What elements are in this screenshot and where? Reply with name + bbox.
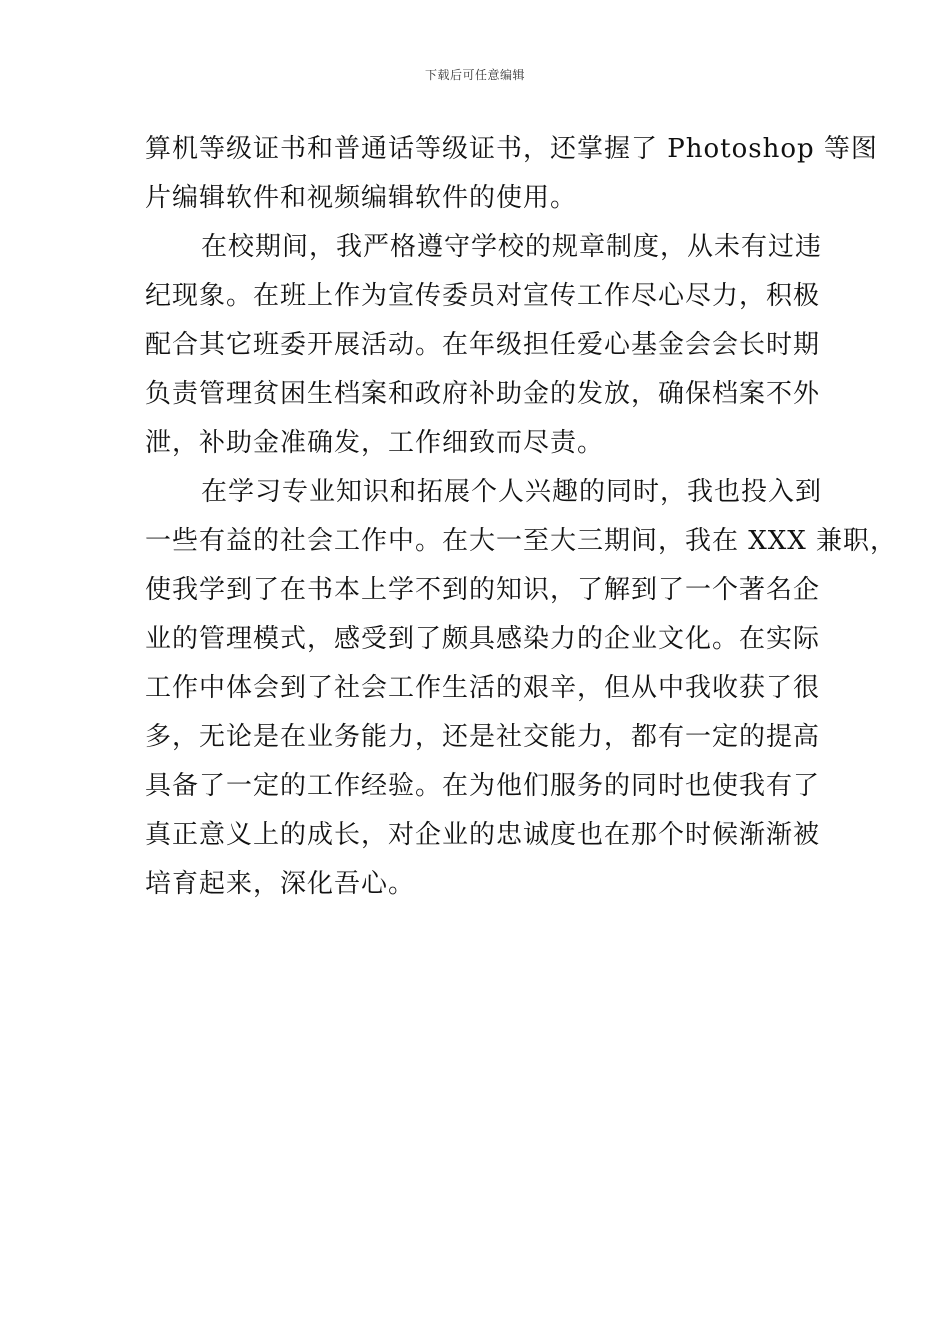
text-line: 纪现象。在班上作为宣传委员对宣传工作尽心尽力，积极: [145, 281, 821, 311]
text-line: 业的管理模式，感受到了颇具感染力的企业文化。在实际: [145, 624, 821, 654]
text-line: 片编辑软件和视频编辑软件的使用。: [145, 183, 578, 213]
text-line: 多，无论是在业务能力，还是社交能力，都有一定的提高: [145, 722, 821, 752]
paragraph-start-line: 在校期间，我严格遵守学校的规章制度，从未有过违: [201, 232, 823, 262]
text-line: 一些有益的社会工作中。在大一至大三期间，我在 XXX 兼职，: [145, 526, 898, 556]
text-line: 工作中体会到了社会工作生活的艰辛，但从中我收获了很: [145, 673, 821, 703]
paragraph-start-line: 在学习专业知识和拓展个人兴趣的同时，我也投入到: [201, 477, 823, 507]
text-line: 培育起来，深化吾心。: [145, 869, 416, 899]
text-line: 具备了一定的工作经验。在为他们服务的同时也使我有了: [145, 771, 821, 801]
text-line: 真正意义上的成长，对企业的忠诚度也在那个时候渐渐被: [145, 820, 821, 850]
page-header: 下载后可任意编辑: [424, 68, 525, 82]
text-line: 负责管理贫困生档案和政府补助金的发放，确保档案不外: [145, 379, 821, 409]
text-line: 泄，补助金准确发，工作细致而尽责。: [145, 428, 605, 458]
text-line: 算机等级证书和普通话等级证书，还掌握了 Photoshop 等图: [145, 134, 878, 164]
text-line: 配合其它班委开展活动。在年级担任爱心基金会会长时期: [145, 330, 821, 360]
text-line: 使我学到了在书本上学不到的知识，了解到了一个著名企: [145, 575, 821, 605]
document-body: [145, 125, 898, 909]
